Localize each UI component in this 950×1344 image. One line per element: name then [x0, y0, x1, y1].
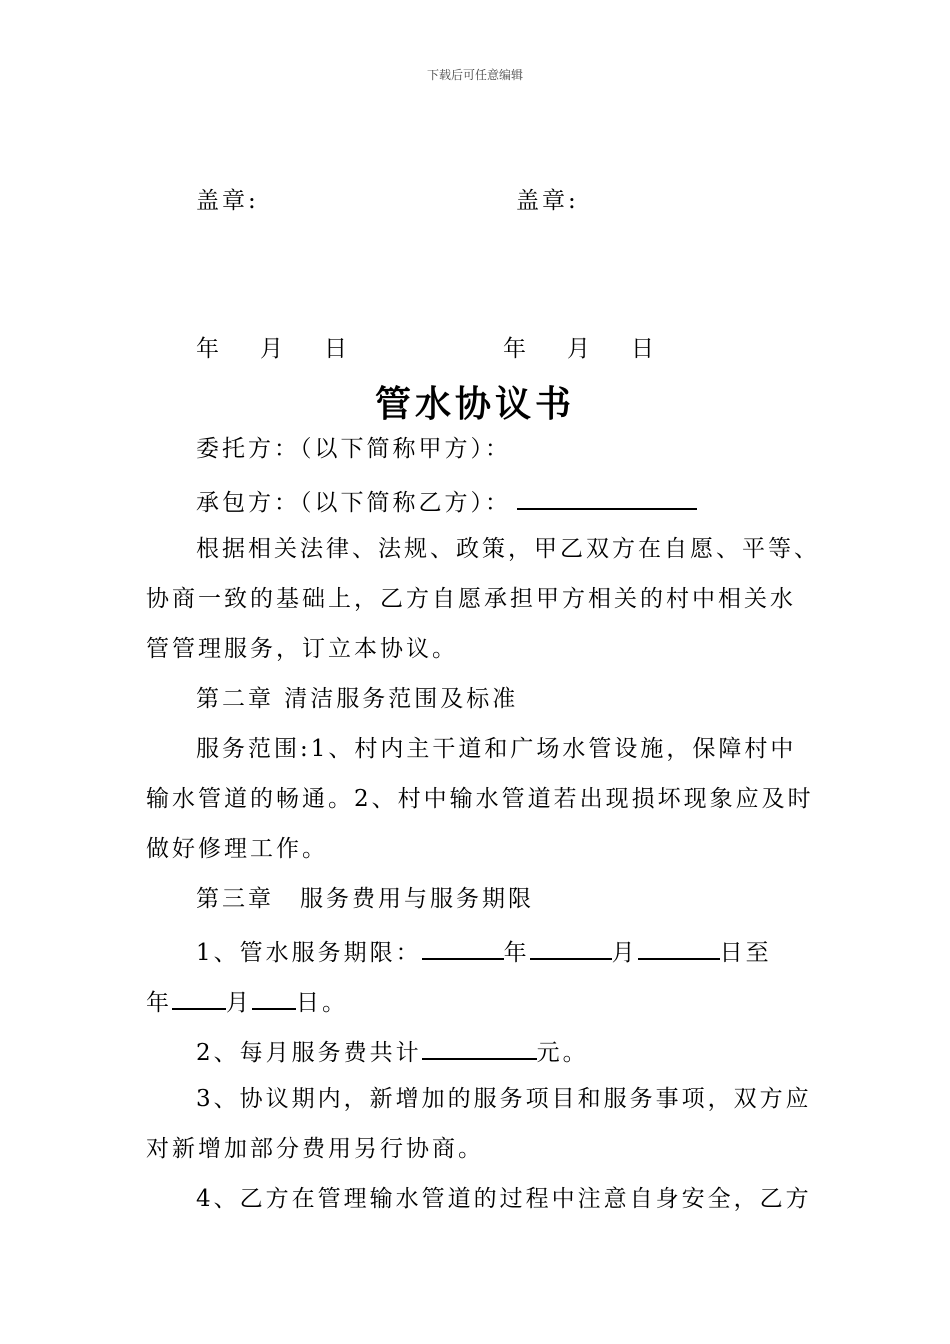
term-day-to: 日至 [719, 940, 772, 966]
term-day-blank [638, 934, 720, 960]
term-year: 年 [503, 940, 530, 966]
term-year-blank [422, 934, 504, 960]
term2-month: 月 [226, 990, 252, 1016]
contractor-label: 承包方：（以下简称乙方）： [196, 490, 511, 516]
chapter2-title: 第二章 清洁服务范围及标准 [196, 686, 519, 712]
date-left-month: 月 [260, 336, 286, 362]
term-line [196, 934, 772, 968]
date-right-month: 月 [567, 336, 593, 362]
date-left-day: 日 [324, 336, 350, 362]
intro-line-2: 协商一致的基础上，乙方自愿承担甲方相关的村中相关水 [146, 586, 796, 612]
date-right-year: 年 [503, 336, 529, 362]
chapter3-title: 第三章 服务费用与服务期限 [196, 886, 534, 912]
intro-line-1: 根据相关法律、法规、政策，甲乙双方在自愿、平等、 [196, 536, 820, 562]
date-right [503, 334, 657, 364]
header-note: 下载后可任意编辑 [426, 68, 523, 82]
intro-line-3: 管管理服务，订立本协议。 [146, 636, 458, 662]
clause3-line-2: 对新增加部分费用另行协商。 [146, 1136, 484, 1162]
date-left-year: 年 [196, 336, 222, 362]
document-title: 管水协议书 [374, 383, 575, 425]
clause4-line-1: 4、乙方在管理输水管道的过程中注意自身安全，乙方 [196, 1186, 812, 1212]
term-line-2 [146, 984, 348, 1018]
contractor-blank [517, 484, 697, 510]
fee-suffix: 元。 [536, 1040, 589, 1066]
seal-label-right: 盖章: [516, 188, 579, 214]
term2-year: 年 [146, 990, 172, 1016]
term-month: 月 [611, 940, 638, 966]
fee-prefix: 2、每月服务费共计 [196, 1040, 422, 1066]
term2-day: 日。 [296, 990, 348, 1016]
term-month-blank [530, 934, 612, 960]
contractor-line [196, 484, 697, 518]
scope-line-2: 输水管道的畅通。2、村中输水管道若出现损坏现象应及时 [146, 786, 814, 812]
term-prefix: 1、管水服务期限： [196, 940, 422, 966]
date-left [196, 334, 350, 364]
scope-line-3: 做好修理工作。 [146, 836, 328, 862]
seal-label-left: 盖章: [196, 188, 259, 214]
scope-line-1: 服务范围:1、村内主干道和广场水管设施，保障村中 [196, 736, 797, 762]
clause3-line-1: 3、协议期内，新增加的服务项目和服务事项，双方应 [196, 1086, 812, 1112]
fee-blank [422, 1034, 537, 1060]
term2-year-blank [172, 984, 226, 1010]
fee-line [196, 1034, 589, 1068]
client-line: 委托方：（以下简称甲方）： [196, 436, 511, 462]
term2-month-blank [252, 984, 296, 1010]
date-right-day: 日 [631, 336, 657, 362]
